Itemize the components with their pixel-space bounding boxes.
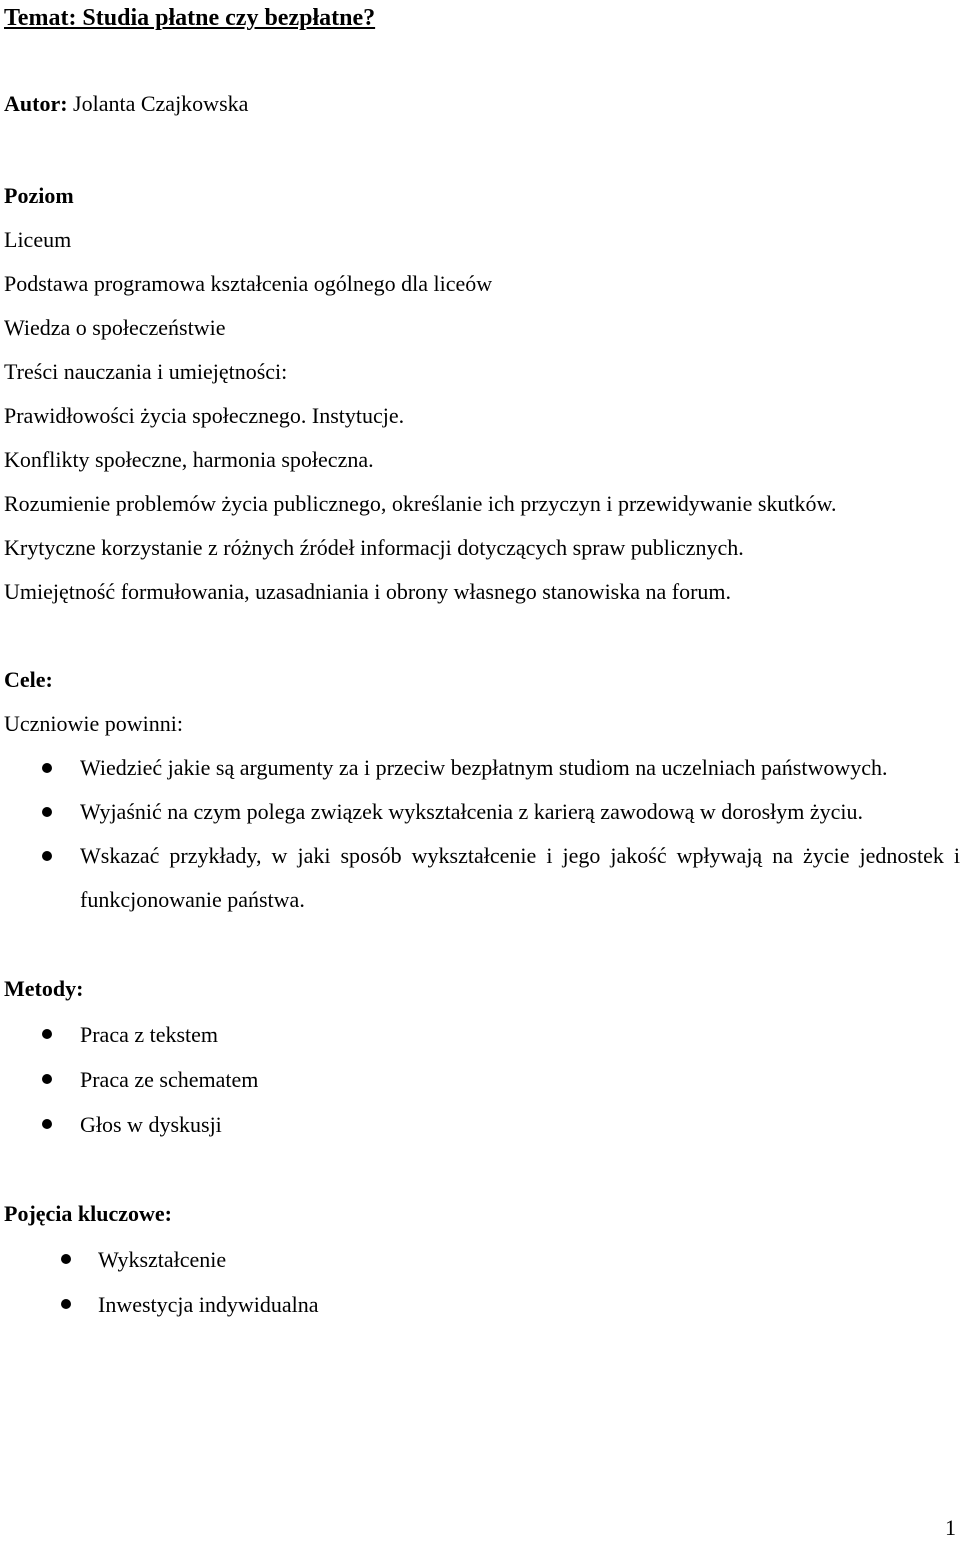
author-name: Jolanta Czajkowska	[73, 91, 249, 116]
spacer	[4, 614, 960, 658]
level-line: Rozumienie problemów życia publicznego, określanie ich przyczyn i przewidywanie skutków.	[4, 491, 837, 516]
bullet-icon	[61, 1254, 71, 1264]
list-item	[4, 834, 960, 922]
spacer	[4, 36, 960, 86]
methods-section	[4, 966, 960, 1147]
list-item	[4, 1282, 960, 1327]
goals-intro: Uczniowie powinni:	[4, 711, 184, 736]
page-number: 1	[945, 1515, 956, 1540]
level-line: Krytyczne korzystanie z różnych źródeł informacji dotyczących spraw publicznych.	[4, 535, 744, 560]
document-page	[4, 0, 960, 1327]
goals-heading: Cele:	[4, 667, 53, 692]
author-label: Autor:	[4, 91, 68, 116]
bullet-icon	[61, 1299, 71, 1309]
goal-text: Wyjaśnić na czym polega związek wykształcenia z karierą zawodową w dorosłym życiu.	[80, 799, 864, 824]
methods-list	[4, 1012, 960, 1147]
method-text: Praca z tekstem	[80, 1022, 219, 1047]
list-item	[4, 790, 960, 834]
level-line: Prawidłowości życia społecznego. Instytucje.	[4, 403, 405, 428]
key-concepts-heading: Pojęcia kluczowe:	[4, 1201, 172, 1226]
level-line: Treści nauczania i umiejętności:	[4, 359, 288, 384]
spacer	[4, 1147, 960, 1191]
bullet-icon	[42, 1074, 52, 1084]
list-item	[4, 1012, 960, 1057]
level-section	[4, 174, 960, 614]
methods-heading: Metody:	[4, 976, 84, 1001]
spacer	[4, 122, 960, 174]
goal-text: Wiedzieć jakie są argumenty za i przeciw bezpłatnym studiom na uczelniach państwowych.	[80, 755, 888, 780]
key-concepts-section	[4, 1191, 960, 1327]
goals-list	[4, 746, 960, 922]
level-line: Liceum	[4, 227, 72, 252]
spacer	[4, 922, 960, 966]
key-concepts-list	[4, 1237, 960, 1327]
level-heading: Poziom	[4, 183, 74, 208]
concept-text: Wykształcenie	[98, 1247, 227, 1272]
level-line: Konflikty społeczne, harmonia społeczna.	[4, 447, 374, 472]
method-text: Praca ze schematem	[80, 1067, 259, 1092]
list-item	[4, 1102, 960, 1147]
bullet-icon	[42, 851, 52, 861]
bullet-icon	[42, 1119, 52, 1129]
level-line: Wiedza o społeczeństwie	[4, 315, 226, 340]
goals-section	[4, 658, 960, 922]
bullet-icon	[42, 1029, 52, 1039]
bullet-icon	[42, 763, 52, 773]
level-line: Podstawa programowa kształcenia ogólnego dla liceów	[4, 271, 493, 296]
method-text: Głos w dyskusji	[80, 1112, 222, 1137]
author-line	[4, 86, 960, 122]
level-line: Umiejętność formułowania, uzasadniania i obrony własnego stanowiska na forum.	[4, 579, 732, 604]
document-title: Temat: Studia płatne czy bezpłatne?	[4, 5, 376, 31]
list-item	[4, 1057, 960, 1102]
bullet-icon	[42, 807, 52, 817]
goal-text: Wskazać przykłady, w jaki sposób wykształcenie i jego jakość wpływają na życie jednostek i funkcjonowanie państwa.	[80, 843, 960, 912]
concept-text: Inwestycja indywidualna	[98, 1292, 319, 1317]
list-item	[4, 746, 960, 790]
list-item	[4, 1237, 960, 1282]
